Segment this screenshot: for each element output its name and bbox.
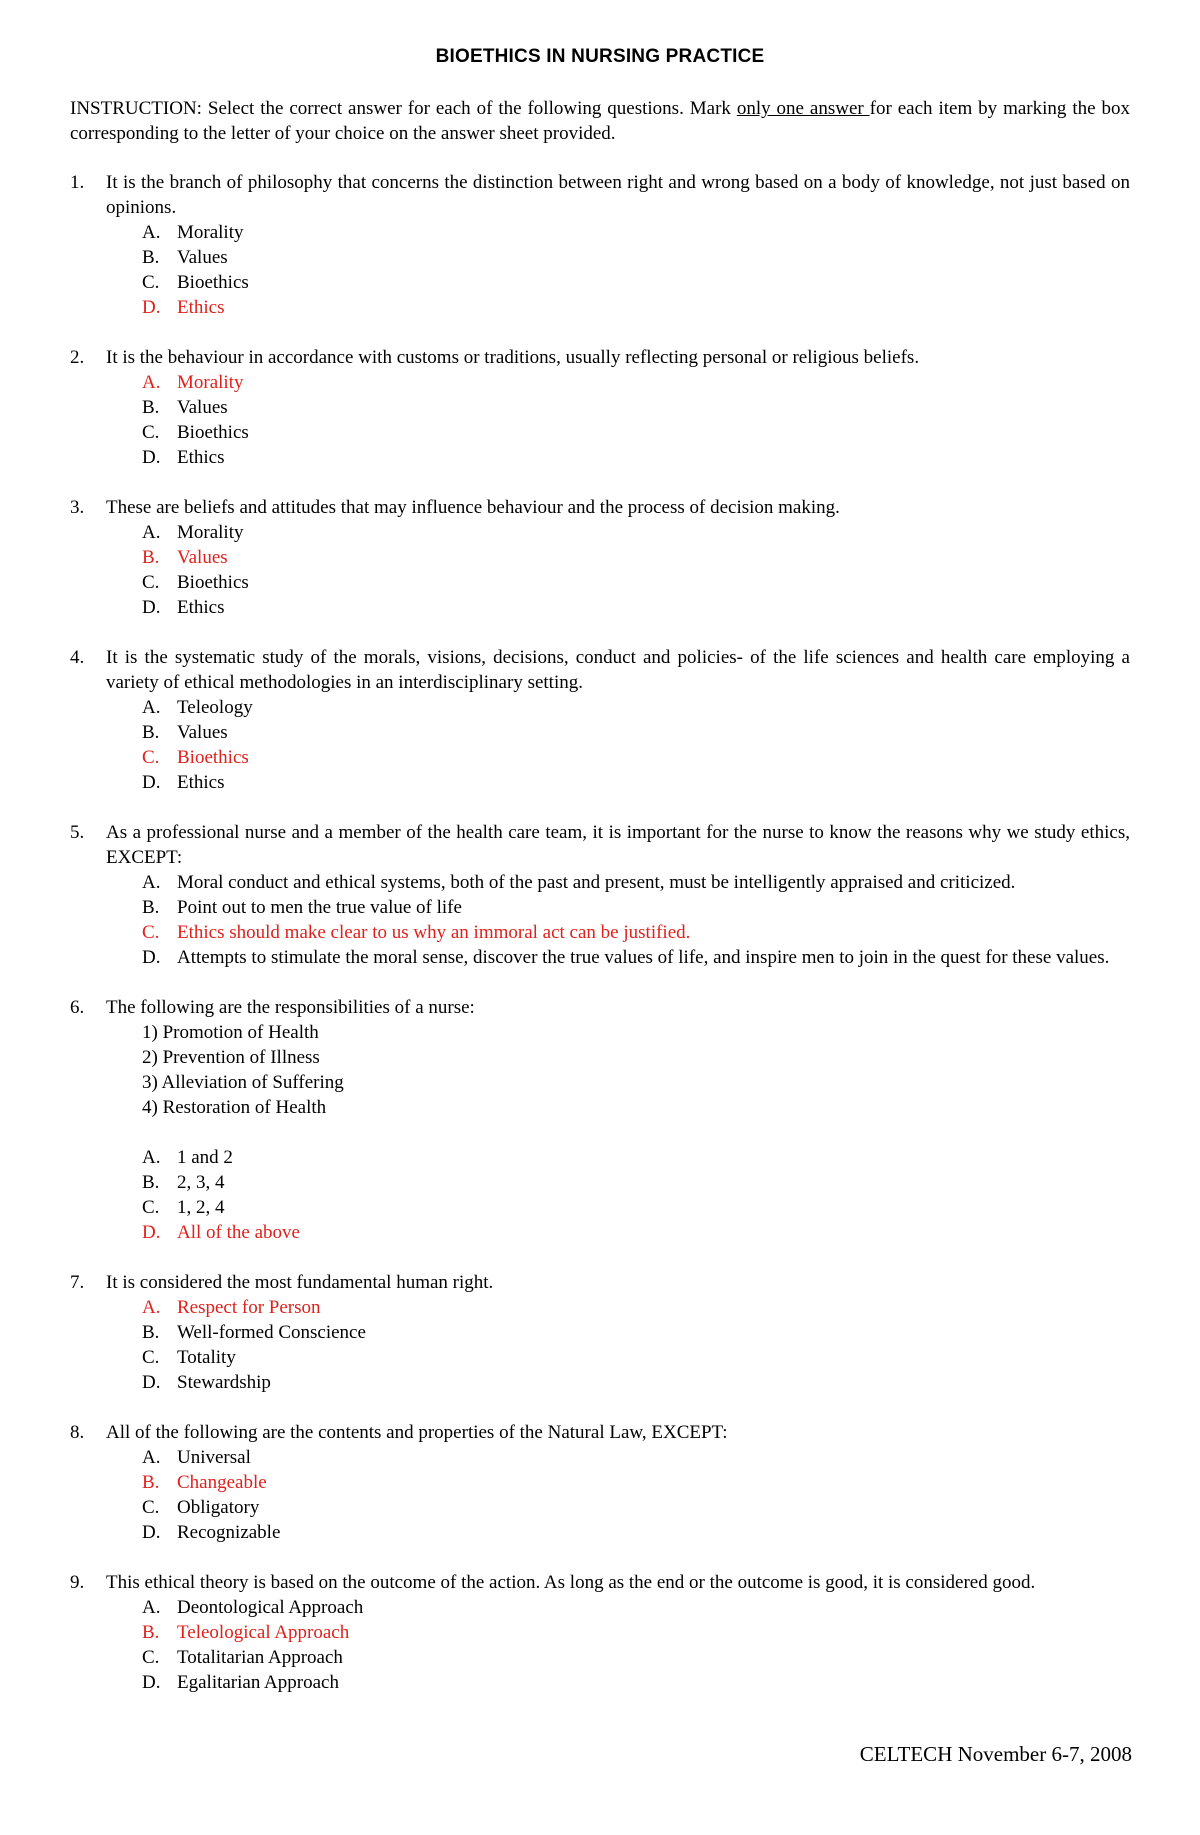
choice-text: Egalitarian Approach <box>177 1672 339 1693</box>
answer-choice <box>70 720 1130 745</box>
question-stem <box>70 345 1130 370</box>
question-text: It is the behaviour in accordance with customs or traditions, usually reflecting personal or religious beliefs. <box>106 347 920 368</box>
question-item <box>70 645 1130 795</box>
choice-text: Morality <box>177 372 244 393</box>
answer-choice <box>70 1345 1130 1370</box>
question-item <box>70 345 1130 470</box>
answer-choice <box>70 1645 1130 1670</box>
answer-choice <box>70 1320 1130 1345</box>
choice-letter: D. <box>142 1372 161 1393</box>
correct-answer-choice <box>70 295 1130 320</box>
choice-letter: D. <box>142 297 161 318</box>
correct-answer-choice <box>70 545 1130 570</box>
choice-letter: A. <box>142 1597 161 1618</box>
question-item <box>70 1270 1130 1395</box>
choice-letter: B. <box>142 547 160 568</box>
choice-text: Bioethics <box>177 747 249 768</box>
correct-answer-choice <box>70 920 1130 945</box>
choice-list <box>70 520 1130 620</box>
answer-choice <box>70 1145 1130 1170</box>
answer-choice <box>70 420 1130 445</box>
question-stem <box>70 820 1130 870</box>
correct-answer-choice <box>70 1295 1130 1320</box>
answer-choice <box>70 695 1130 720</box>
responsibility-item: 4) Restoration of Health <box>142 1097 327 1118</box>
choice-text: Well-formed Conscience <box>177 1322 366 1343</box>
answer-choice <box>70 1495 1130 1520</box>
choice-letter: A. <box>142 222 161 243</box>
instruction-paragraph <box>70 96 1130 146</box>
choice-letter: C. <box>142 272 160 293</box>
correct-answer-choice <box>70 1470 1130 1495</box>
choice-letter: C. <box>142 1647 160 1668</box>
question-item <box>70 170 1130 320</box>
answer-choice <box>70 220 1130 245</box>
choice-letter: D. <box>142 1222 161 1243</box>
question-text: As a professional nurse and a member of the health care team, it is important for the nurse to know the reasons why we study ethics, EXCEPT: <box>106 822 1130 868</box>
choice-letter: D. <box>142 772 161 793</box>
choice-text: Values <box>177 722 228 743</box>
choice-letter: C. <box>142 1497 160 1518</box>
choice-letter: D. <box>142 1672 161 1693</box>
question-stem <box>70 170 1130 220</box>
question-number: 4. <box>70 647 85 668</box>
choice-letter: C. <box>142 922 160 943</box>
choice-text: Ethics should make clear to us why an immoral act can be justified. <box>177 922 691 943</box>
question-number: 3. <box>70 497 85 518</box>
choice-letter: A. <box>142 697 161 718</box>
responsibility-list <box>70 1020 1130 1120</box>
responsibility-item: 1) Promotion of Health <box>142 1022 319 1043</box>
choice-text: Morality <box>177 222 244 243</box>
instruction-underlined-text: only one answer <box>736 98 870 119</box>
choice-letter: B. <box>142 1472 160 1493</box>
choice-letter: A. <box>142 1297 161 1318</box>
choice-text: Totalitarian Approach <box>177 1647 343 1668</box>
choice-text: 2, 3, 4 <box>177 1172 225 1193</box>
choice-list <box>70 870 1130 970</box>
question-list <box>70 170 1130 1720</box>
answer-choice <box>70 245 1130 270</box>
choice-text: Changeable <box>177 1472 267 1493</box>
choice-letter: A. <box>142 1147 161 1168</box>
choice-letter: A. <box>142 372 161 393</box>
choice-list <box>70 1145 1130 1245</box>
choice-text: Attempts to stimulate the moral sense, discover the true values of life, and inspire men to join in the quest for these values. <box>177 947 1110 968</box>
answer-choice <box>70 395 1130 420</box>
answer-choice <box>70 895 1130 920</box>
question-item <box>70 1420 1130 1545</box>
choice-letter: B. <box>142 1622 160 1643</box>
answer-choice <box>70 1370 1130 1395</box>
correct-answer-choice <box>70 1220 1130 1245</box>
question-number: 8. <box>70 1422 85 1443</box>
choice-text: Bioethics <box>177 422 249 443</box>
question-text: All of the following are the contents and properties of the Natural Law, EXCEPT: <box>106 1422 728 1443</box>
choice-letter: B. <box>142 247 160 268</box>
choice-letter: A. <box>142 1447 161 1468</box>
answer-choice <box>70 270 1130 295</box>
choice-text: Bioethics <box>177 572 249 593</box>
question-text: These are beliefs and attitudes that may influence behaviour and the process of decision making. <box>106 497 840 518</box>
choice-letter: C. <box>142 747 160 768</box>
question-item <box>70 1570 1130 1695</box>
answer-choice <box>70 945 1130 970</box>
choice-text: Recognizable <box>177 1522 281 1543</box>
choice-text: All of the above <box>177 1222 300 1243</box>
footer-text: CELTECH November 6-7, 2008 <box>859 1742 1132 1766</box>
correct-answer-choice <box>70 1620 1130 1645</box>
choice-letter: C. <box>142 1347 160 1368</box>
choice-text: Point out to men the true value of life <box>177 897 462 918</box>
choice-text: Teleological Approach <box>177 1622 350 1643</box>
choice-letter: B. <box>142 397 160 418</box>
correct-answer-choice <box>70 370 1130 395</box>
choice-text: Deontological Approach <box>177 1597 364 1618</box>
choice-list <box>70 1295 1130 1395</box>
instruction-text-end: for each item by marking the box corresponding to the letter of your choice on the answer sheet provided. <box>70 98 1130 144</box>
question-text: It is considered the most fundamental human right. <box>106 1272 494 1293</box>
question-number: 2. <box>70 347 85 368</box>
question-number: 1. <box>70 172 85 193</box>
responsibility-item: 2) Prevention of Illness <box>142 1047 320 1068</box>
choice-list <box>70 1595 1130 1695</box>
choice-text: 1 and 2 <box>177 1147 233 1168</box>
choice-letter: C. <box>142 1197 160 1218</box>
choice-text: Ethics <box>177 772 225 793</box>
question-text: It is the branch of philosophy that concerns the distinction between right and wrong based on a body of knowledge, not just based on opinions. <box>106 172 1130 218</box>
question-text: The following are the responsibilities of a nurse: <box>106 997 475 1018</box>
choice-list <box>70 370 1130 470</box>
responsibility-item: 3) Alleviation of Suffering <box>142 1072 344 1093</box>
answer-choice <box>70 1670 1130 1695</box>
choice-text: Ethics <box>177 297 225 318</box>
question-number: 7. <box>70 1272 85 1293</box>
page-title: BIOETHICS IN NURSING PRACTICE <box>435 46 765 67</box>
choice-letter: B. <box>142 1322 160 1343</box>
choice-letter: D. <box>142 447 161 468</box>
answer-choice <box>70 1170 1130 1195</box>
choice-text: Totality <box>177 1347 236 1368</box>
answer-choice <box>70 520 1130 545</box>
choice-text: Values <box>177 247 228 268</box>
choice-letter: D. <box>142 947 161 968</box>
choice-text: Ethics <box>177 447 225 468</box>
choice-letter: B. <box>142 897 160 918</box>
instruction-text: INSTRUCTION: Select the correct answer for each of the following questions. Mark <box>70 98 737 119</box>
choice-text: Moral conduct and ethical systems, both of the past and present, must be intelligently appraised and criticized. <box>177 872 1016 893</box>
choice-text: Teleology <box>177 697 253 718</box>
choice-text: Values <box>177 547 228 568</box>
question-item <box>70 820 1130 970</box>
choice-letter: C. <box>142 572 160 593</box>
choice-letter: D. <box>142 1522 161 1543</box>
question-stem <box>70 1420 1130 1445</box>
answer-choice <box>70 445 1130 470</box>
choice-text: Values <box>177 397 228 418</box>
answer-choice <box>70 770 1130 795</box>
question-stem <box>70 1570 1130 1595</box>
answer-choice <box>70 570 1130 595</box>
choice-letter: C. <box>142 422 160 443</box>
question-stem <box>70 495 1130 520</box>
question-stem <box>70 1270 1130 1295</box>
answer-choice <box>70 595 1130 620</box>
choice-text: Morality <box>177 522 244 543</box>
choice-text: Ethics <box>177 597 225 618</box>
choice-text: 1, 2, 4 <box>177 1197 225 1218</box>
choice-list <box>70 220 1130 320</box>
choice-list <box>70 695 1130 795</box>
answer-choice <box>70 1195 1130 1220</box>
choice-text: Stewardship <box>177 1372 271 1393</box>
choice-letter: A. <box>142 872 161 893</box>
question-text: It is the systematic study of the morals, visions, decisions, conduct and policies- of the life sciences and health care employing a variety of ethical methodologies in an interdisciplinary setting. <box>106 647 1130 693</box>
question-number: 6. <box>70 997 85 1018</box>
question-number: 5. <box>70 822 85 843</box>
choice-text: Universal <box>177 1447 251 1468</box>
question-item <box>70 495 1130 620</box>
answer-choice <box>70 1595 1130 1620</box>
question-item <box>70 995 1130 1245</box>
choice-letter: B. <box>142 722 160 743</box>
correct-answer-choice <box>70 745 1130 770</box>
answer-choice <box>70 1445 1130 1470</box>
choice-list <box>70 1445 1130 1545</box>
answer-choice <box>70 870 1130 895</box>
question-stem <box>70 995 1130 1020</box>
choice-letter: D. <box>142 597 161 618</box>
choice-text: Respect for Person <box>177 1297 321 1318</box>
choice-text: Bioethics <box>177 272 249 293</box>
choice-letter: B. <box>142 1172 160 1193</box>
answer-choice <box>70 1520 1130 1545</box>
choice-letter: A. <box>142 522 161 543</box>
question-number: 9. <box>70 1572 85 1593</box>
choice-text: Obligatory <box>177 1497 260 1518</box>
question-text: This ethical theory is based on the outcome of the action. As long as the end or the outcome is good, it is considered good. <box>106 1572 1036 1593</box>
question-stem <box>70 645 1130 695</box>
